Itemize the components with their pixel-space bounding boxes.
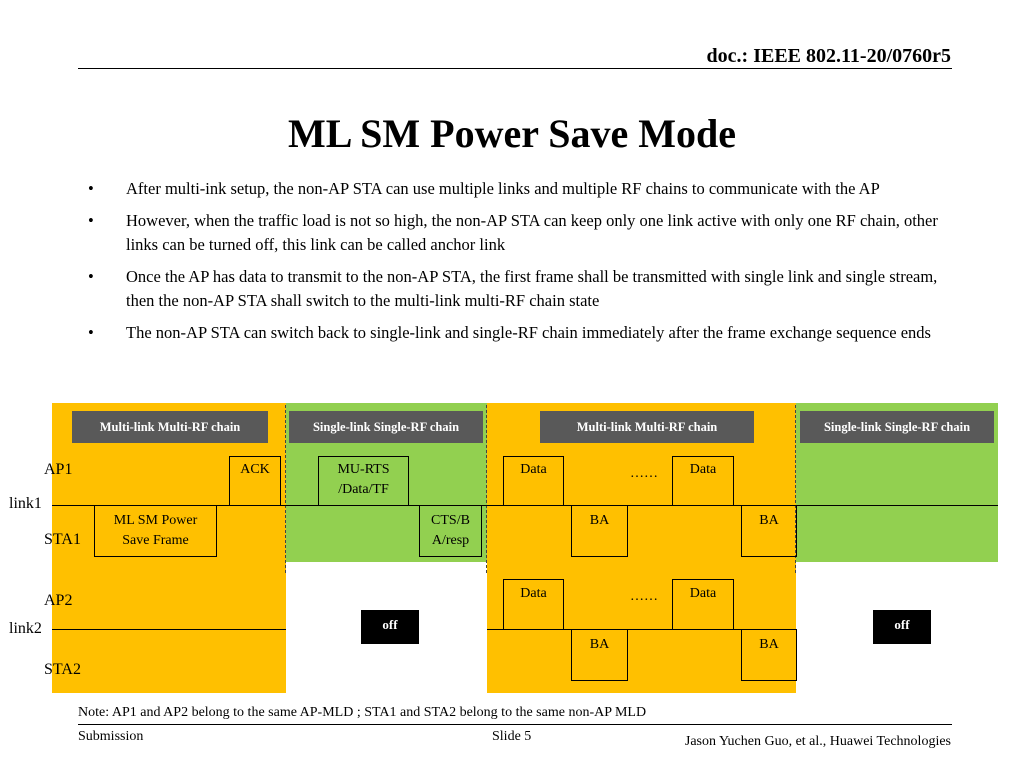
diagram-note: Note: AP1 and AP2 belong to the same AP-MLD ; STA1 and STA2 belong to the same non-AP MLD: [78, 705, 647, 720]
ba-frame-label: BA: [589, 637, 610, 652]
footer-submission: Submission: [78, 729, 144, 744]
data-frame-label: Data: [689, 586, 717, 601]
bullet-symbol: •: [88, 267, 94, 286]
data-frame-ap1-2: [672, 456, 734, 506]
ba-frame-sta1-1: [571, 505, 628, 557]
bullet-symbol: •: [88, 323, 94, 342]
row-label-link1: link1: [9, 495, 42, 512]
document-id: doc.: IEEE 802.11-20/0760r5: [706, 45, 951, 67]
mu-rts-frame-label-1: MU-RTS: [337, 462, 390, 477]
header-rule: [78, 68, 952, 69]
ba-frame-label: BA: [589, 513, 610, 528]
footer-author: Jason Yuchen Guo, et al., Huawei Technologies: [684, 734, 951, 749]
off-badge-2: off: [873, 610, 931, 644]
footer-rule: [78, 724, 952, 725]
ellipsis-ap2: ……: [630, 589, 658, 604]
cts-frame-label-1: CTS/B: [431, 513, 470, 528]
ba-frame-sta2-1: [571, 629, 628, 681]
bullet-item: [88, 209, 958, 257]
footer-slide-number: Slide 5: [492, 729, 532, 744]
mu-rts-frame-label-2: /Data/TF: [338, 482, 389, 497]
bullet-list: [88, 177, 958, 353]
cts-ba-resp-frame: [419, 505, 482, 557]
phase-label-multi-link-2: Multi-link Multi-RF chain: [540, 411, 754, 443]
bullet-text: After multi-ink setup, the non-AP STA can use multiple links and multiple RF chains to communicate with the AP: [126, 179, 880, 198]
phase-boundary: [285, 405, 286, 573]
phase-label-single-link-2: Single-link Single-RF chain: [800, 411, 994, 443]
slide-title: ML SM Power Save Mode: [287, 111, 737, 156]
bullet-item: [88, 177, 958, 201]
phase-label-multi-link-1: Multi-link Multi-RF chain: [72, 411, 268, 443]
bullet-symbol: •: [88, 211, 94, 230]
row-label-sta1: STA1: [44, 531, 81, 548]
ml-sm-power-save-frame-label-2: Save Frame: [122, 533, 189, 548]
ack-frame-label: ACK: [240, 462, 270, 477]
ack-frame: [229, 456, 281, 506]
bullet-text: However, when the traffic load is not so high, the non-AP STA can keep only one link active with only one RF chain, other links can be turned off, this link can be called anchor link: [126, 211, 938, 254]
data-frame-label: Data: [689, 462, 717, 477]
ba-frame-sta2-2: [741, 629, 797, 681]
ml-sm-power-save-frame: [94, 505, 217, 557]
mu-rts-frame: [318, 456, 409, 506]
bullet-item: [88, 321, 958, 345]
bullet-item: [88, 265, 958, 313]
data-frame-label: Data: [520, 586, 547, 601]
ba-frame-sta1-2: [741, 505, 797, 557]
data-frame-ap1-1: [503, 456, 564, 506]
data-frame-label: Data: [520, 462, 547, 477]
ml-sm-power-save-frame-label-1: ML SM Power: [113, 513, 198, 528]
ba-frame-label: BA: [759, 513, 779, 528]
bullet-symbol: •: [88, 179, 94, 198]
link2-line-1: [52, 629, 286, 630]
bullet-text: The non-AP STA can switch back to single-link and single-RF chain immediately after the frame exchange sequence ends: [126, 323, 931, 342]
row-label-ap2: AP2: [44, 592, 73, 609]
phase-label-single-link-1: Single-link Single-RF chain: [289, 411, 483, 443]
row-label-link2: link2: [9, 620, 42, 637]
row-label-ap1: AP1: [44, 461, 73, 478]
ellipsis-ap1: ……: [630, 466, 658, 481]
phase-boundary: [486, 405, 487, 573]
off-badge-1: off: [361, 610, 419, 644]
data-frame-ap2-2: [672, 579, 734, 630]
bullet-text: Once the AP has data to transmit to the non-AP STA, the first frame shall be transmitted with single link and single stream, then the non-AP STA shall switch to the multi-link multi-RF chain state: [126, 267, 938, 310]
cts-frame-label-2: A/resp: [431, 533, 470, 548]
row-label-sta2: STA2: [44, 661, 81, 678]
ba-frame-label: BA: [759, 637, 779, 652]
data-frame-ap2-1: [503, 579, 564, 630]
